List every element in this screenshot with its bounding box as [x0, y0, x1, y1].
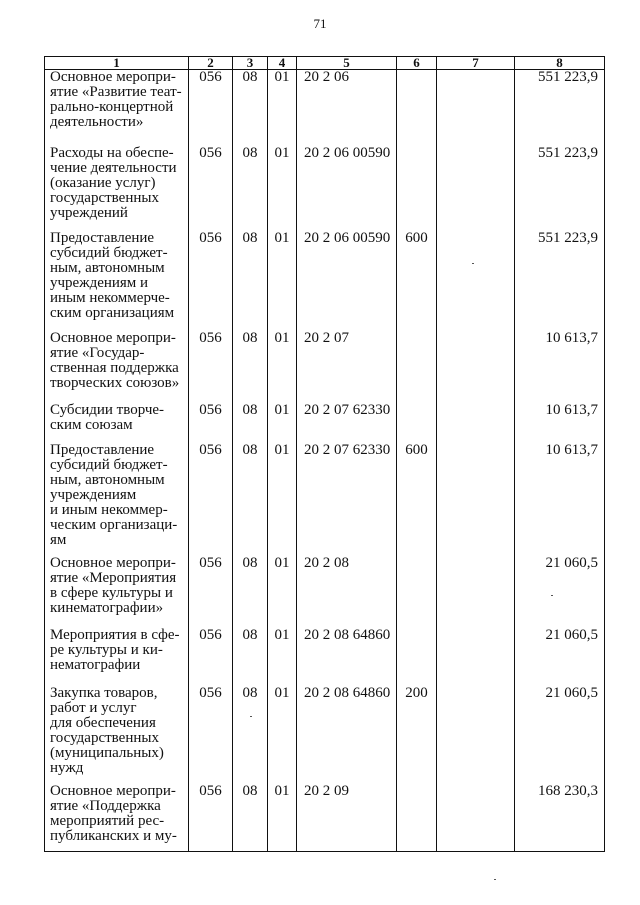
amount-cell: 10 613,7: [515, 331, 605, 403]
expense-type-cell: 200: [397, 686, 437, 784]
row-name-line: чение деятельности: [50, 159, 177, 176]
ministry-code-cell: 056: [189, 628, 233, 686]
row-name-line: субсидий бюджет-: [50, 244, 168, 261]
row-name-line: ским организациям: [50, 304, 175, 321]
row-name: [45, 628, 189, 686]
section-code-cell: 08: [233, 784, 268, 852]
table-row: [45, 556, 605, 628]
section-code-cell: 08: [233, 146, 268, 231]
ministry-code-cell: 056: [189, 331, 233, 403]
section-code-cell: 08: [233, 231, 268, 331]
target-item-cell: 20 2 06 00590: [297, 146, 397, 231]
section-code-cell: 08: [233, 443, 268, 556]
row-name-line: публиканских и му-: [50, 827, 177, 844]
row-name: [45, 443, 189, 556]
row-name-line: ятие «Государ-: [50, 344, 145, 361]
column-header-7: 7: [437, 57, 515, 70]
ministry-code-cell: 056: [189, 443, 233, 556]
page-number: 71: [313, 16, 327, 31]
column-header-1: 1: [45, 57, 189, 70]
row-name: [45, 70, 189, 146]
subsection-code-cell: 01: [268, 443, 297, 556]
subsection-code-cell: 01: [268, 146, 297, 231]
expense-type-cell: [397, 556, 437, 628]
empty-cell: [437, 686, 515, 784]
table-row: [45, 443, 605, 556]
subsection-code-cell: 01: [268, 331, 297, 403]
row-name-line: Мероприятия в сфе-: [50, 626, 180, 643]
table-body: [45, 70, 605, 852]
row-name-line: ным, автономным: [50, 471, 165, 488]
row-name-line: Предоставление: [50, 229, 155, 246]
row-name-line: ятие «Поддержка: [50, 797, 161, 814]
table-row: [45, 784, 605, 852]
column-header-2: 2: [189, 57, 233, 70]
row-name-line: иным некоммерче-: [50, 289, 170, 306]
section-code-cell: 08: [233, 628, 268, 686]
amount-cell: 551 223,9: [515, 231, 605, 331]
row-name-line: ям: [50, 531, 67, 548]
subsection-code-cell: 01: [268, 70, 297, 146]
row-name: [45, 403, 189, 443]
target-item-cell: 20 2 07: [297, 331, 397, 403]
row-name: [45, 686, 189, 784]
empty-cell: [437, 70, 515, 146]
amount-cell: 21 060,5: [515, 628, 605, 686]
target-item-cell: 20 2 08 64860: [297, 628, 397, 686]
row-name: [45, 784, 189, 852]
target-item-cell: 20 2 09: [297, 784, 397, 852]
subsection-code-cell: 01: [268, 686, 297, 784]
expense-type-cell: [397, 403, 437, 443]
row-name: [45, 556, 189, 628]
target-item-cell: 20 2 08: [297, 556, 397, 628]
ministry-code-cell: 056: [189, 231, 233, 331]
scan-speck: [494, 879, 496, 880]
row-name-line: Закупка товаров,: [50, 684, 158, 701]
row-name-line: учреждений: [50, 204, 128, 221]
row-name-line: кинематографии»: [50, 599, 164, 616]
section-code-cell: 08: [233, 403, 268, 443]
section-code-cell: 08: [233, 331, 268, 403]
empty-cell: [437, 231, 515, 331]
row-name-line: нужд: [50, 759, 84, 776]
row-name-line: ским союзам: [50, 416, 133, 433]
section-code-cell: 08: [233, 556, 268, 628]
row-name-line: Основное меропри-: [50, 69, 176, 85]
table-row: [45, 331, 605, 403]
column-header-8: 8: [515, 57, 605, 70]
table-row: [45, 70, 605, 146]
subsection-code-cell: 01: [268, 628, 297, 686]
row-name-line: Основное меропри-: [50, 554, 176, 571]
expense-type-cell: 600: [397, 443, 437, 556]
empty-cell: [437, 556, 515, 628]
amount-cell: 10 613,7: [515, 403, 605, 443]
empty-cell: [437, 403, 515, 443]
table-row: [45, 628, 605, 686]
ministry-code-cell: 056: [189, 403, 233, 443]
row-name-line: учреждениям и: [50, 274, 149, 291]
row-name-line: ческим организаци-: [50, 516, 178, 533]
row-name-line: ным, автономным: [50, 259, 165, 276]
row-name: [45, 231, 189, 331]
target-item-cell: 20 2 08 64860: [297, 686, 397, 784]
amount-cell: 551 223,9: [515, 70, 605, 146]
row-name-line: рально-концертной: [50, 99, 174, 115]
row-name-line: и иным некоммер-: [50, 501, 168, 518]
target-item-cell: 20 2 06: [297, 70, 397, 146]
column-header-3: 3: [233, 57, 268, 70]
row-name-line: работ и услуг: [50, 699, 137, 716]
amount-cell: 10 613,7: [515, 443, 605, 556]
ministry-code-cell: 056: [189, 686, 233, 784]
row-name-line: субсидий бюджет-: [50, 456, 168, 473]
row-name: [45, 146, 189, 231]
row-name-line: Предоставление: [50, 441, 155, 458]
expense-type-cell: [397, 70, 437, 146]
row-name-line: в сфере культуры и: [50, 584, 173, 601]
row-name-line: (оказание услуг): [50, 174, 156, 191]
ministry-code-cell: 056: [189, 146, 233, 231]
row-name-line: творческих союзов»: [50, 374, 180, 391]
row-name-line: государственных: [50, 189, 159, 206]
budget-table: [44, 56, 605, 852]
table-row: [45, 146, 605, 231]
empty-cell: [437, 784, 515, 852]
row-name-line: (муниципальных): [50, 744, 164, 761]
section-code-cell: 08: [233, 70, 268, 146]
row-name-line: деятельности»: [50, 114, 144, 130]
section-code-cell: 08: [233, 686, 268, 784]
row-name: [45, 331, 189, 403]
column-header-6: 6: [397, 57, 437, 70]
expense-type-cell: [397, 784, 437, 852]
row-name-line: Субсидии творче-: [50, 401, 165, 418]
ministry-code-cell: 056: [189, 70, 233, 146]
amount-cell: 168 230,3: [515, 784, 605, 852]
scan-speck: [551, 595, 553, 596]
target-item-cell: 20 2 06 00590: [297, 231, 397, 331]
row-name-line: ятие «Мероприятия: [50, 569, 177, 586]
row-name-line: мероприятий рес-: [50, 812, 165, 829]
row-name-line: учреждениям: [50, 486, 137, 503]
ministry-code-cell: 056: [189, 556, 233, 628]
table-row: [45, 231, 605, 331]
amount-cell: 21 060,5: [515, 686, 605, 784]
expense-type-cell: 600: [397, 231, 437, 331]
column-header-5: 5: [297, 57, 397, 70]
expense-type-cell: [397, 331, 437, 403]
row-name-line: ятие «Развитие теат-: [50, 84, 182, 100]
row-name-line: государственных: [50, 729, 159, 746]
subsection-code-cell: 01: [268, 784, 297, 852]
scan-speck: [250, 716, 252, 717]
header-row: [45, 57, 605, 70]
scan-speck: [472, 263, 474, 264]
ministry-code-cell: 056: [189, 784, 233, 852]
amount-cell: 21 060,5: [515, 556, 605, 628]
row-name-line: Основное меропри-: [50, 782, 176, 799]
row-name-line: нематографии: [50, 656, 141, 673]
target-item-cell: 20 2 07 62330: [297, 443, 397, 556]
empty-cell: [437, 331, 515, 403]
expense-type-cell: [397, 146, 437, 231]
row-name-line: для обеспечения: [50, 714, 156, 731]
subsection-code-cell: 01: [268, 403, 297, 443]
row-name-line: Расходы на обеспе-: [50, 144, 174, 161]
row-name-line: Основное меропри-: [50, 329, 176, 346]
empty-cell: [437, 628, 515, 686]
amount-cell: 551 223,9: [515, 146, 605, 231]
row-name-line: ственная поддержка: [50, 359, 179, 376]
subsection-code-cell: 01: [268, 556, 297, 628]
empty-cell: [437, 146, 515, 231]
expense-type-cell: [397, 628, 437, 686]
row-name-line: ре культуры и ки-: [50, 641, 163, 658]
table-row: [45, 686, 605, 784]
subsection-code-cell: 01: [268, 231, 297, 331]
target-item-cell: 20 2 07 62330: [297, 403, 397, 443]
empty-cell: [437, 443, 515, 556]
column-header-4: 4: [268, 57, 297, 70]
table-row: [45, 403, 605, 443]
